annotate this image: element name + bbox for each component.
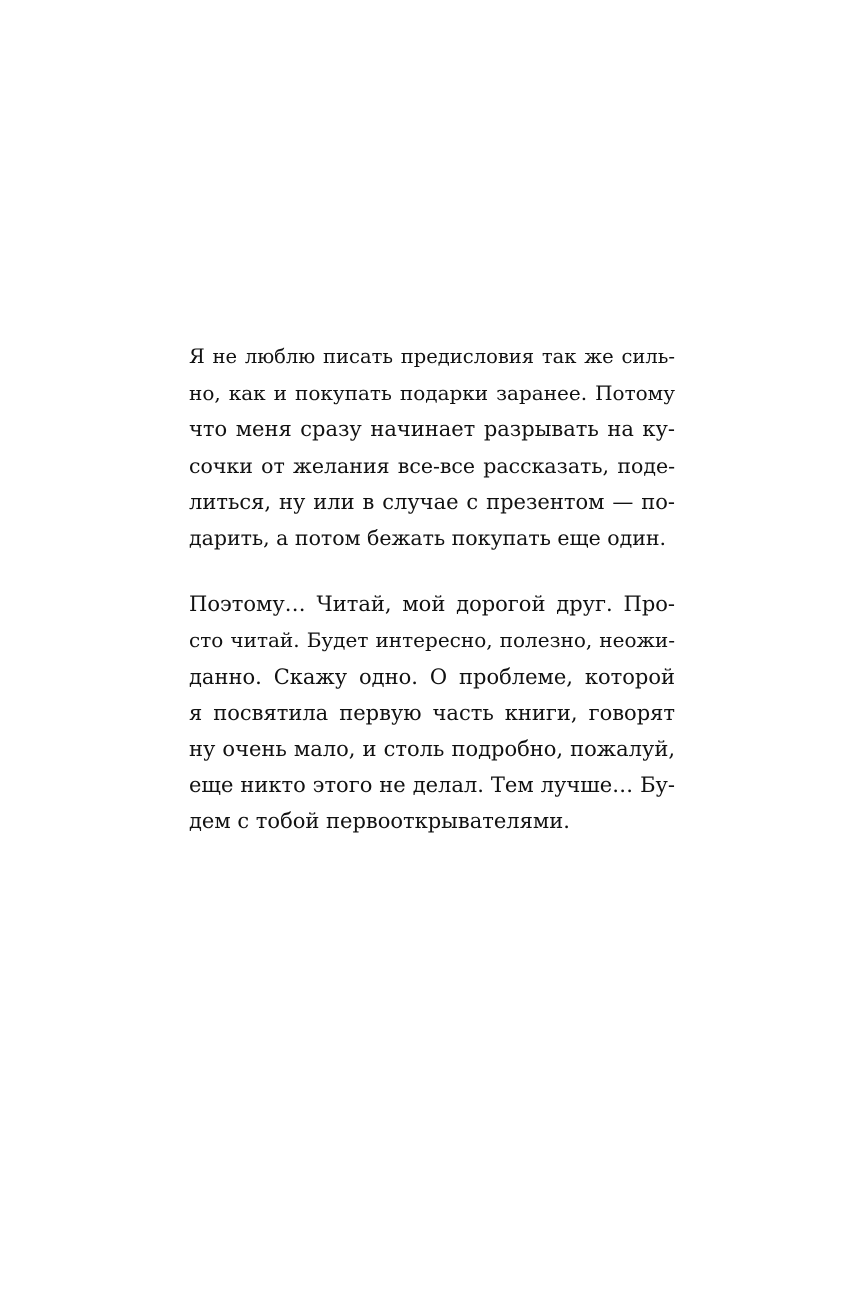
text-line: еще никто этого не делал. Тем лучше… Бу-	[189, 773, 675, 798]
text-line: сто читай. Будет интересно, полезно, неожи-	[189, 628, 675, 653]
text-line: дарить, а потом бежать покупать еще один.	[189, 525, 667, 550]
text-line: ну очень мало, и столь подробно, пожалуй,	[189, 736, 675, 761]
text-line: литься, ну или в случае с презентом — по-	[189, 489, 675, 514]
paragraph-1	[189, 339, 675, 556]
paragraph-2	[189, 586, 675, 839]
text-line: дем с тобой первооткрывателями.	[189, 809, 570, 834]
text-line: Я не люблю писать предисловия так же силь-	[189, 345, 675, 368]
text-line: Поэтому… Читай, мой дорогой друг. Про-	[189, 592, 675, 617]
text-line: я посвятила первую часть книги, говорят	[189, 700, 675, 725]
text-line: сочки от желания все-все рассказать, поде-	[189, 453, 675, 478]
text-line: что меня сразу начинает разрывать на ку-	[189, 417, 675, 442]
text-line: данно. Скажу одно. О проблеме, которой	[189, 664, 675, 689]
text-line: но, как и покупать подарки заранее. Потому	[189, 381, 675, 406]
page-text	[189, 339, 675, 839]
